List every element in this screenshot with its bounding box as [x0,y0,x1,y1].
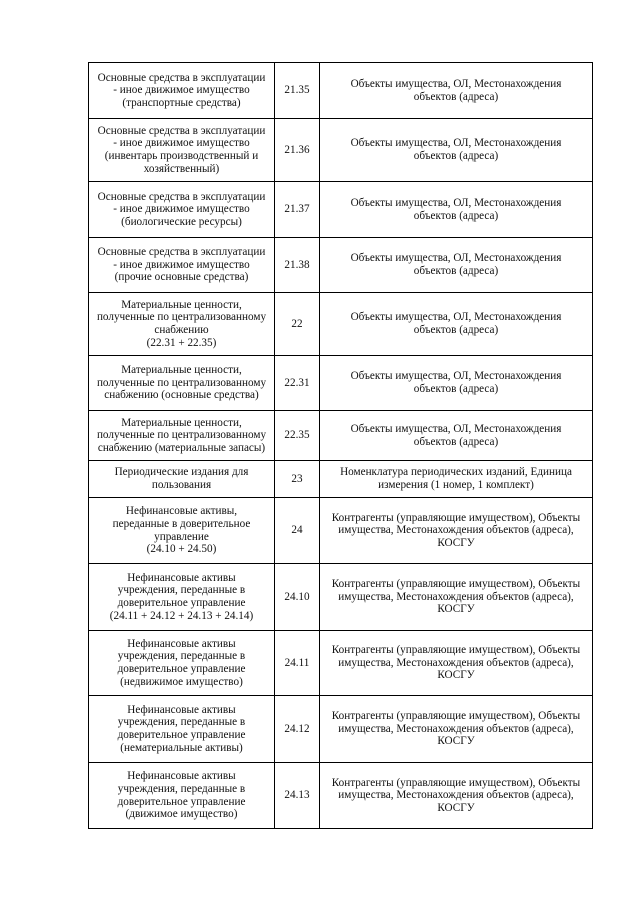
account-analytics: Объекты имущества, ОЛ, Местонахождения объектов (адреса) [320,293,593,356]
account-analytics: Контрагенты (управляющие имуществом), Объекты имущества, Местонахождения объектов (адреса), КОСГУ [320,564,593,631]
account-analytics: Контрагенты (управляющие имуществом), Объекты имущества, Местонахождения объектов (адреса), КОСГУ [320,696,593,763]
table-row [89,631,593,696]
account-analytics: Контрагенты (управляющие имуществом), Объекты имущества, Местонахождения объектов (адреса), КОСГУ [320,498,593,564]
account-analytics: Объекты имущества, ОЛ, Местонахождения объектов (адреса) [320,182,593,238]
account-name: Материальные ценности, полученные по централизованному снабжению (22.31 + 22.35) [89,293,275,356]
account-code: 24.12 [275,696,320,763]
table-row [89,763,593,829]
account-analytics: Контрагенты (управляющие имуществом), Объекты имущества, Местонахождения объектов (адреса), КОСГУ [320,631,593,696]
table-row [89,411,593,461]
account-code: 24.13 [275,763,320,829]
account-analytics: Объекты имущества, ОЛ, Местонахождения объектов (адреса) [320,356,593,411]
account-name: Периодические издания для пользования [89,461,275,498]
table-row [89,564,593,631]
account-code: 21.35 [275,63,320,119]
account-code: 22 [275,293,320,356]
account-analytics: Объекты имущества, ОЛ, Местонахождения объектов (адреса) [320,411,593,461]
account-code: 24.10 [275,564,320,631]
table-row [89,238,593,293]
table-row [89,63,593,119]
account-name: Нефинансовые активы, переданные в доверительное управление (24.10 + 24.50) [89,498,275,564]
table-row [89,356,593,411]
account-table [88,62,593,829]
account-name: Материальные ценности, полученные по централизованному снабжению (материальные запасы) [89,411,275,461]
account-code: 21.36 [275,119,320,182]
account-name: Основные средства в эксплуатации - иное движимое имущество (биологические ресурсы) [89,182,275,238]
account-code: 24.11 [275,631,320,696]
account-name: Нефинансовые активы учреждения, переданные в доверительное управление (недвижимое имущество) [89,631,275,696]
account-code: 22.35 [275,411,320,461]
account-name: Основные средства в эксплуатации - иное движимое имущество (инвентарь производственный и хозяйственный) [89,119,275,182]
table-row [89,461,593,498]
account-code: 24 [275,498,320,564]
account-code: 22.31 [275,356,320,411]
account-analytics: Объекты имущества, ОЛ, Местонахождения объектов (адреса) [320,238,593,293]
account-name: Основные средства в эксплуатации - иное движимое имущество (транспортные средства) [89,63,275,119]
account-analytics: Объекты имущества, ОЛ, Местонахождения объектов (адреса) [320,63,593,119]
table-row [89,182,593,238]
account-analytics: Контрагенты (управляющие имуществом), Объекты имущества, Местонахождения объектов (адреса), КОСГУ [320,763,593,829]
account-name: Нефинансовые активы учреждения, переданные в доверительное управление (движимое имущество) [89,763,275,829]
table-row [89,498,593,564]
account-code: 23 [275,461,320,498]
account-analytics: Номенклатура периодических изданий, Единица измерения (1 номер, 1 комплект) [320,461,593,498]
account-name: Нефинансовые активы учреждения, переданные в доверительное управление (24.11 + 24.12 + 24.13 + 24.14) [89,564,275,631]
table-row [89,696,593,763]
account-code: 21.38 [275,238,320,293]
account-code: 21.37 [275,182,320,238]
table-row [89,119,593,182]
account-name: Основные средства в эксплуатации - иное движимое имущество (прочие основные средства) [89,238,275,293]
account-analytics: Объекты имущества, ОЛ, Местонахождения объектов (адреса) [320,119,593,182]
account-name: Материальные ценности, полученные по централизованному снабжению (основные средства) [89,356,275,411]
account-name: Нефинансовые активы учреждения, переданные в доверительное управление (нематериальные активы) [89,696,275,763]
table-row [89,293,593,356]
